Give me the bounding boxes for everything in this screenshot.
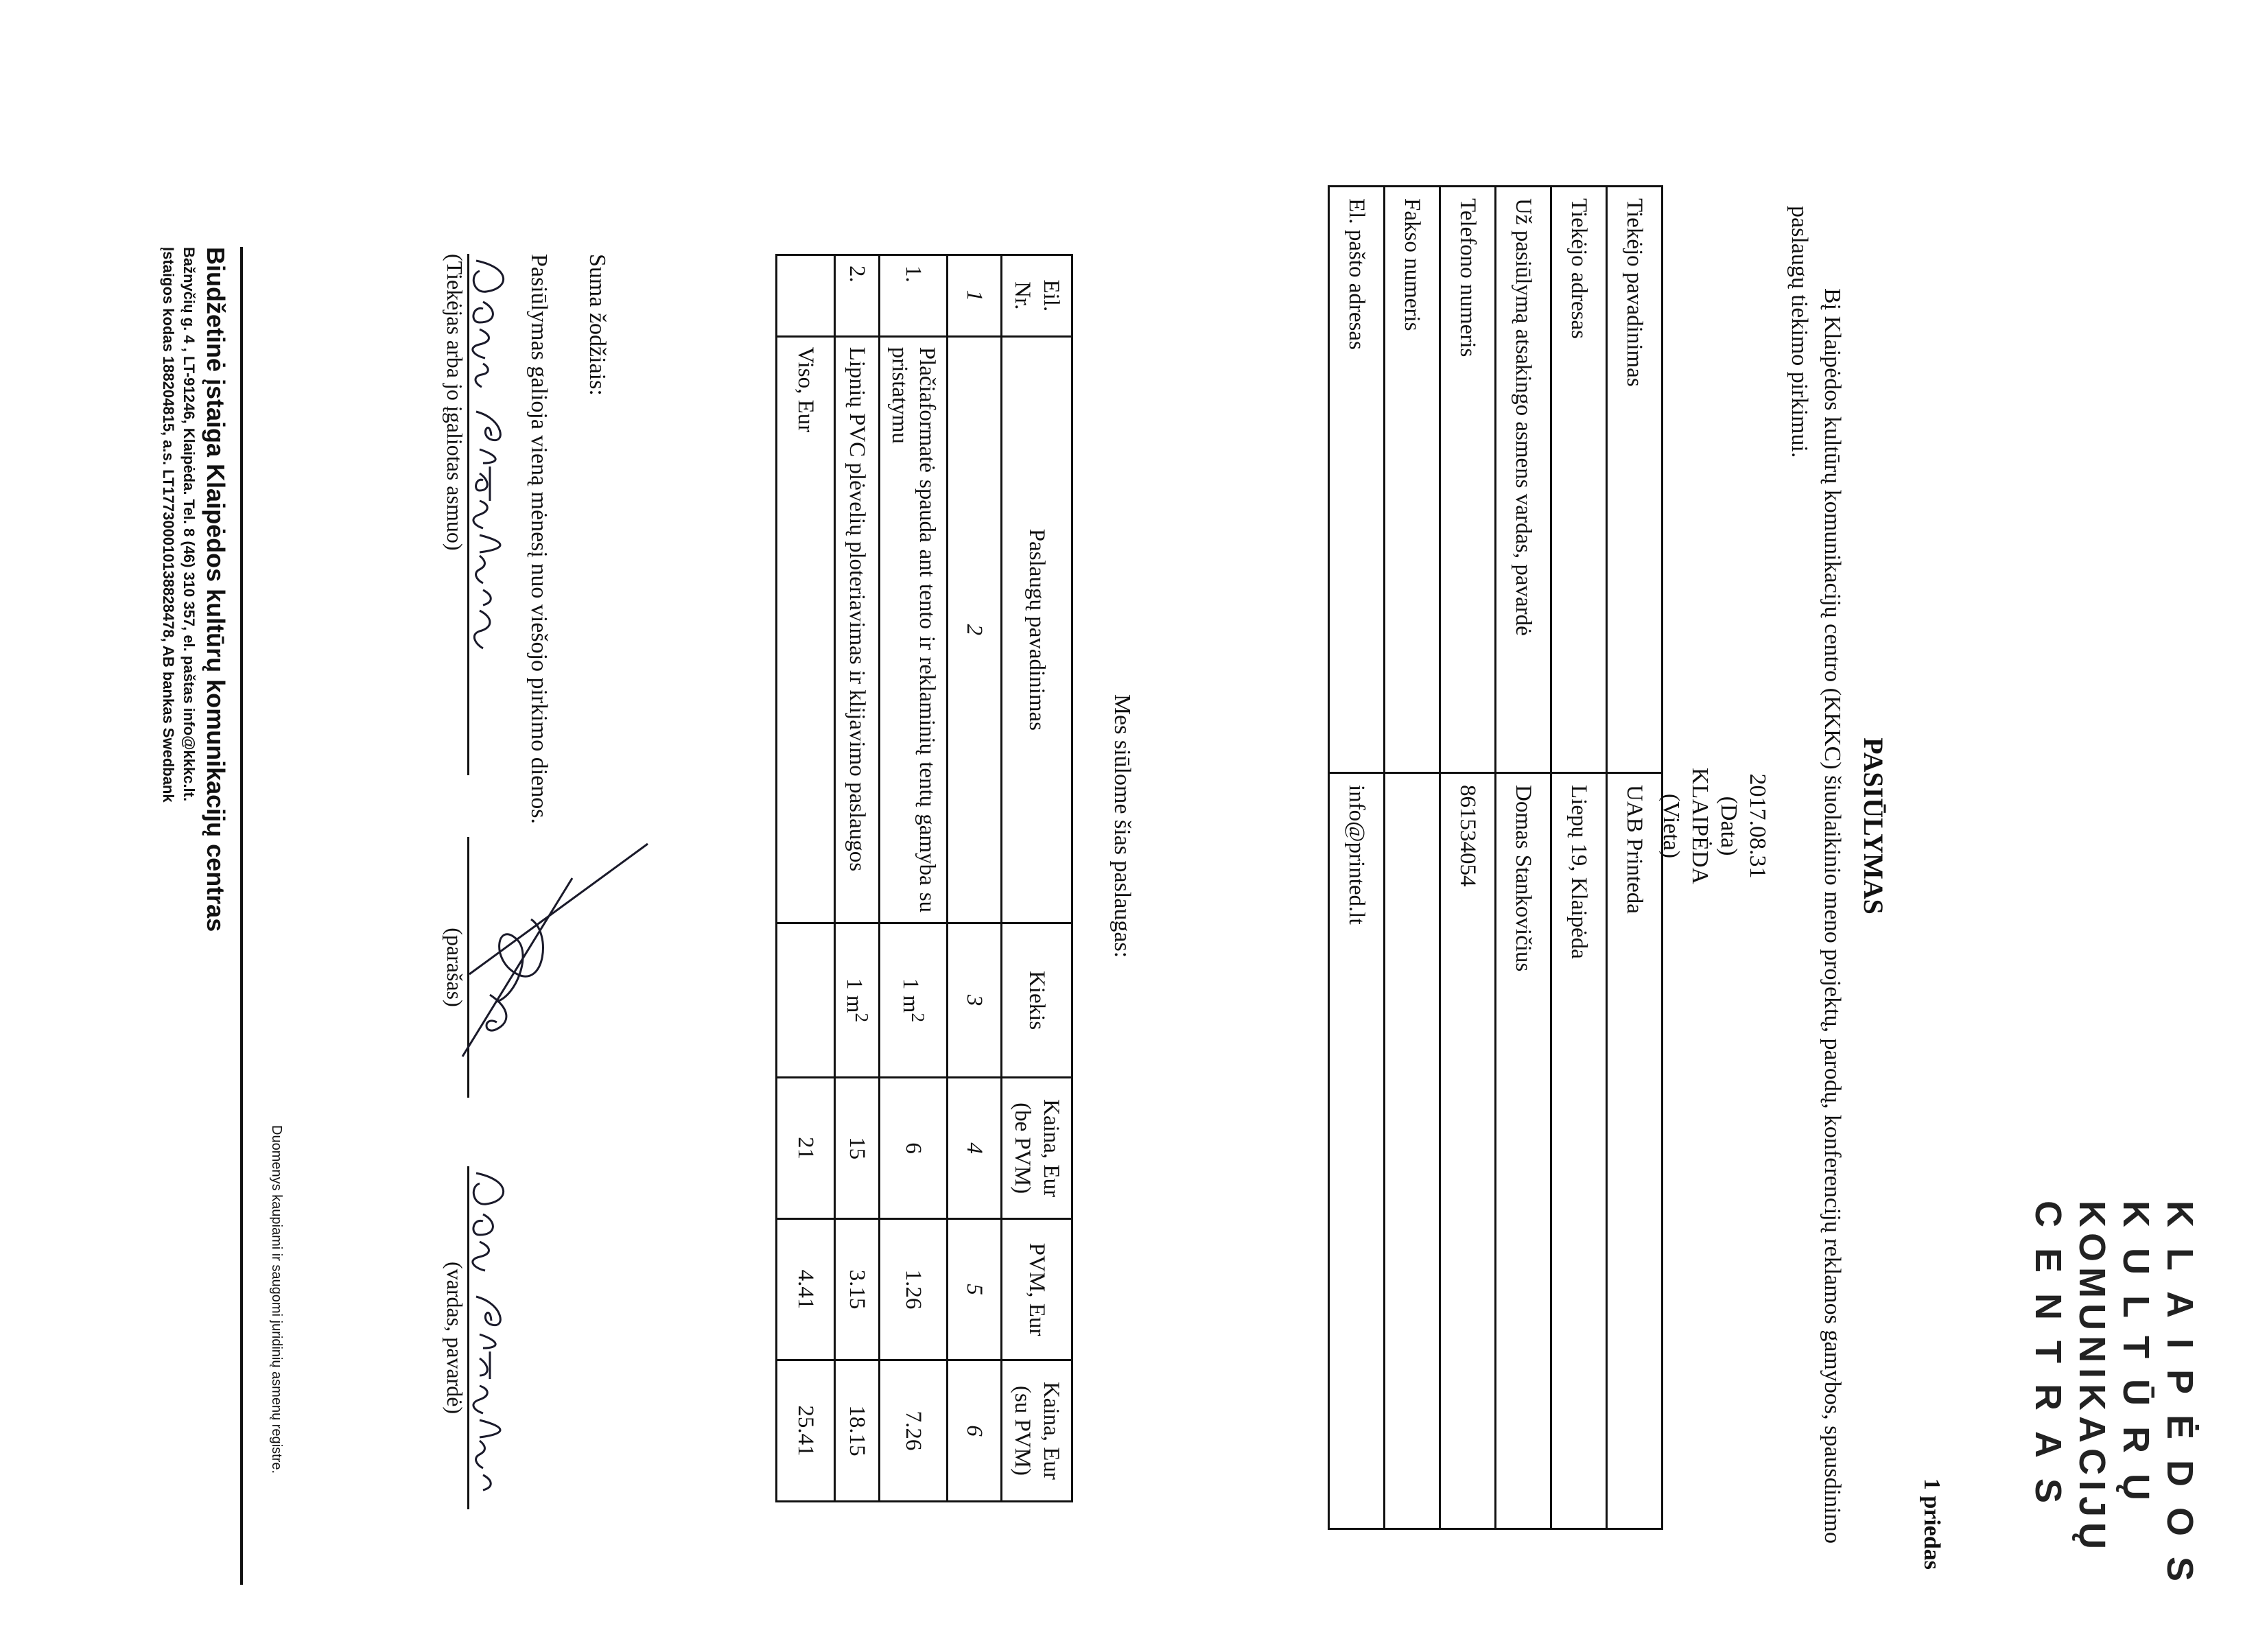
name-caption: (vardas, pavardė) — [443, 1261, 467, 1415]
intro-paragraph: Bį Klaipėdos kultūrų komunikacijų centro (KKKC) šiuolaikinio meno projektų, parodų, konferencijų reklamos gamybos, spausdinimo paslaugų tiekimo pirkimui. — [1787, 206, 1845, 1544]
table-row — [835, 255, 880, 1502]
document-title: PASIŪLYMAS — [1858, 738, 1889, 914]
supplier-name-label: Tiekėjo pavadinimas — [1607, 187, 1663, 773]
row-number: 1. — [880, 255, 948, 337]
logo-line-4: CENTRAS — [2028, 1201, 2069, 1524]
total-vat: 4.41 — [777, 1219, 835, 1360]
handwritten-signature-left — [462, 254, 517, 775]
vat-amount: 3.15 — [835, 1219, 880, 1360]
table-row — [1496, 187, 1551, 1529]
logo-line-3: KOMUNIKACIJŲ — [2071, 1201, 2113, 1555]
total-price-ex-vat: 21 — [777, 1078, 835, 1219]
price-ex-vat: 15 — [835, 1078, 880, 1219]
service-name: Lipnių PVC plėvelių ploteriavimas ir klijavimo paslaugos — [835, 336, 880, 923]
vat-amount: 1.26 — [880, 1219, 948, 1360]
registry-note: Duomenys kaupiami ir saugomi juridinių asmenų registre. — [269, 1125, 284, 1474]
handwritten-name — [462, 1166, 517, 1509]
service-name: Plačiaformatė spauda ant tento ir reklaminių tentų gamyba su pristatymu — [880, 336, 948, 923]
total-price-inc-vat: 25.41 — [777, 1360, 835, 1501]
signature-block — [442, 837, 517, 1098]
supplier-address-value: Liepų 19, Klaipėda — [1551, 773, 1607, 1529]
column-number: 1 — [948, 255, 1002, 337]
footer — [158, 247, 243, 1585]
column-number: 6 — [948, 1360, 1002, 1501]
supplier-info-table — [1328, 185, 1663, 1530]
name-block — [442, 1166, 517, 1509]
place-value: KLAIPĖDA — [1687, 768, 1713, 884]
validity-statement: Pasiūlymas galioja vieną mėnesį nuo viešojo pirkimo dienos. — [526, 254, 552, 824]
column-header-nr: Eil. Nr. — [1002, 255, 1072, 337]
column-number: 4 — [948, 1078, 1002, 1219]
total-row — [777, 255, 835, 1502]
column-header-price-ex-vat: Kaina, Eur (be PVM) — [1002, 1078, 1072, 1219]
fax-value — [1385, 773, 1440, 1529]
date-value: 2017.08.31 — [1745, 773, 1770, 879]
email-value: info@printed.lt — [1329, 773, 1385, 1529]
supplier-address-label: Tiekėjo adresas — [1551, 187, 1607, 773]
footer-title: Biudžetinė įstaiga Klaipėdos kultūrų komunikacijų centras — [202, 247, 230, 932]
column-number-row — [948, 255, 1002, 1502]
email-label: El. pašto adresas — [1329, 187, 1385, 773]
phone-label: Telefono numeris — [1440, 187, 1496, 773]
row-number: 2. — [835, 255, 880, 337]
footer-bank-details: Įstaigos kodas 188204815, a.s. LT177300010138828478, AB bankas Swedbank — [160, 247, 177, 803]
table-row — [1440, 187, 1496, 1529]
total-label: Viso, Eur — [777, 336, 835, 923]
sum-in-words-label: Suma žodžiais: — [585, 254, 610, 396]
handwritten-signature-stroke — [449, 837, 655, 1098]
date-caption: (Data) — [1716, 796, 1741, 856]
contact-person-value: Domas Stankovičius — [1496, 773, 1551, 1529]
column-header-quantity: Kiekis — [1002, 923, 1072, 1078]
column-header-price-inc-vat: Kaina, Eur (su PVM) — [1002, 1360, 1072, 1501]
price-inc-vat: 18.15 — [835, 1360, 880, 1501]
annex-label: 1 priedas — [1919, 1478, 1945, 1570]
table-row — [1607, 187, 1663, 1529]
place-caption: (Vieta) — [1658, 793, 1684, 859]
table-row — [880, 255, 948, 1502]
column-number: 5 — [948, 1219, 1002, 1360]
contact-person-label: Už pasiūlymą atsakingo asmens vardas, pavardė — [1496, 187, 1551, 773]
logo-line-1: KLAIPĖDOS — [2159, 1201, 2200, 1603]
logo-line-2: KULTŪRŲ — [2115, 1201, 2157, 1521]
services-table — [775, 254, 1073, 1502]
kkkc-logo — [2026, 1201, 2202, 1603]
phone-value: 861534054 — [1440, 773, 1496, 1529]
supplier-signature-block — [442, 254, 517, 775]
services-heading: Mes siūlome šias paslaugas: — [1109, 694, 1135, 958]
column-number: 3 — [948, 923, 1002, 1078]
column-header-service: Paslaugų pavadinimas — [1002, 336, 1072, 923]
footer-address: Bažnyčių g. 4 , LT-91246, Klaipėda. Tel. 8 (46) 310 357, el. paštas info@kkkc.lt. — [180, 247, 198, 802]
table-row — [1329, 187, 1385, 1529]
service-quantity: 1 $m^2$ — [835, 923, 880, 1078]
signature-caption: (parašas) — [443, 928, 467, 1007]
fax-label: Fakso numeris — [1385, 187, 1440, 773]
price-inc-vat: 7.26 — [880, 1360, 948, 1501]
service-quantity: 1 $m^2$ — [880, 923, 948, 1078]
table-row — [1551, 187, 1607, 1529]
table-header-row — [1002, 255, 1072, 1502]
supplier-name-value: UAB Printeda — [1607, 773, 1663, 1529]
table-row — [1385, 187, 1440, 1529]
price-ex-vat: 6 — [880, 1078, 948, 1219]
column-header-vat: PVM, Eur — [1002, 1219, 1072, 1360]
supplier-caption: (Tiekėjas arba jo įgaliotas asmuo) — [443, 254, 467, 551]
column-number: 2 — [948, 336, 1002, 923]
